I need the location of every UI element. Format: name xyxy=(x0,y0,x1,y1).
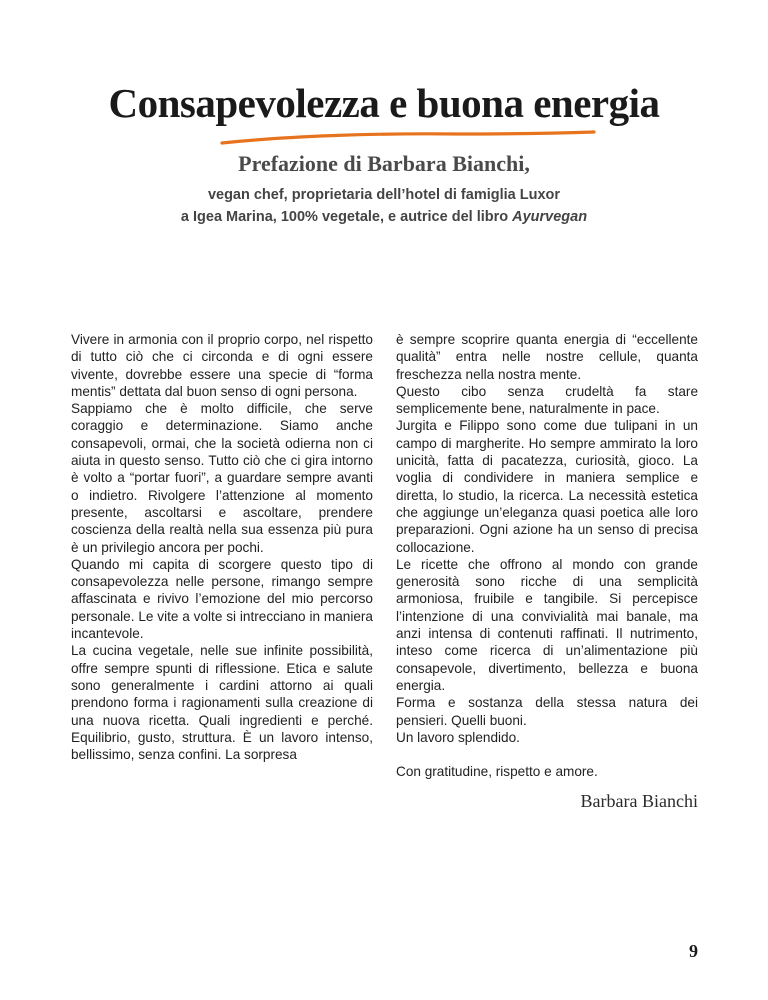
author-byline xyxy=(0,184,768,228)
byline-line-1: vegan chef, proprietaria dell’hotel di famiglia Luxor xyxy=(207,187,561,203)
page-number: 9 xyxy=(689,941,698,961)
paragraph: La cucina vegetale, nelle sue infinite possibilità, offre sempre spunti di riflessione. Etica e salute sono generalmente i cardini attorno ai quali prendono forma i ragionamenti sulla creazione di una nuova ricetta. Quali ingredienti e perché. Equilibrio, gusto, struttura. È un lavoro intenso, bellissimo, senza confini. La sorpresa xyxy=(71,643,373,763)
paragraph: Sappiamo che è molto difficile, che serve coraggio e determinazione. Siamo anche consapevoli, ormai, che la società odierna non ci aiuta in questo senso. Tutto ciò che ci gira intorno è volto a “portar fuori”, a guardare sempre avanti o indietro. Rivolgere l’attenzione al momento presente, ascoltarsi e ascoltare, prendere coscienza della realtà nella sua essenza più pura è un privilegio ancora per pochi. xyxy=(71,401,373,555)
right-column xyxy=(396,331,698,780)
paragraph: Un lavoro splendido. xyxy=(396,729,520,745)
page-title: Consapevolezza e buona energia xyxy=(108,80,660,126)
book-title: Ayurvegan xyxy=(512,209,588,225)
underline-stroke xyxy=(222,132,594,143)
paragraph: Le ricette che offrono al mondo con grande generosità sono ricche di una semplicità armoniosa, fruibile e tangibile. Si percepisce l’intenzione di una convivialità mai banale, ma anzi intensa di contenuti raffinati. Il nutrimento, inteso come ricerca di un’alimentazione più consapevole, divertimento, bellezza e buona energia. xyxy=(396,556,698,693)
preface-subtitle: Prefazione di Barbara Bianchi, xyxy=(238,151,530,176)
signature: Barbara Bianchi xyxy=(580,791,698,811)
orange-brush-underline xyxy=(218,126,598,148)
left-column xyxy=(71,331,373,763)
paragraph: Vivere in armonia con il proprio corpo, nel rispetto di tutto ciò che ci circonda e di ogni essere vivente, dovrebbe essere una specie di “forma mentis” dettata dal buon senso di ogni persona. xyxy=(71,332,373,399)
paragraph: è sempre scoprire quanta energia di “eccellente qualità” entra nelle nostre cellule, quanta freschezza nella nostra mente. xyxy=(396,332,698,382)
paragraph: Quando mi capita di scorgere questo tipo di consapevolezza nelle persone, rimango sempre affascinata e rivivo l’emozione del mio percorso personale. Le vite a volte si intrecciano in maniera incantevole. xyxy=(71,556,373,642)
paragraph: Jurgita e Filippo sono come due tulipani in un campo di margherite. Ho sempre ammirato la loro unicità, fatta di pacatezza, curiosità, gioco. La voglia di condividere in maniera semplice e diretta, lo studio, la ricerca. La necessità estetica che aggiunge un’eleganza quasi poetica alle loro preparazioni. Ogni azione ha un senso di precisa collocazione. xyxy=(396,418,698,555)
byline-line-2 xyxy=(0,206,768,228)
closing-line: Con gratitudine, rispetto e amore. xyxy=(396,764,598,780)
paragraph: Forma e sostanza della stessa natura dei pensieri. Quelli buoni. xyxy=(396,695,698,728)
paragraph: Questo cibo senza crudeltà fa stare semplicemente bene, naturalmente in pace. xyxy=(396,383,698,417)
byline-line-2-text: a Igea Marina, 100% vegetale, e autrice del libro xyxy=(180,209,509,225)
